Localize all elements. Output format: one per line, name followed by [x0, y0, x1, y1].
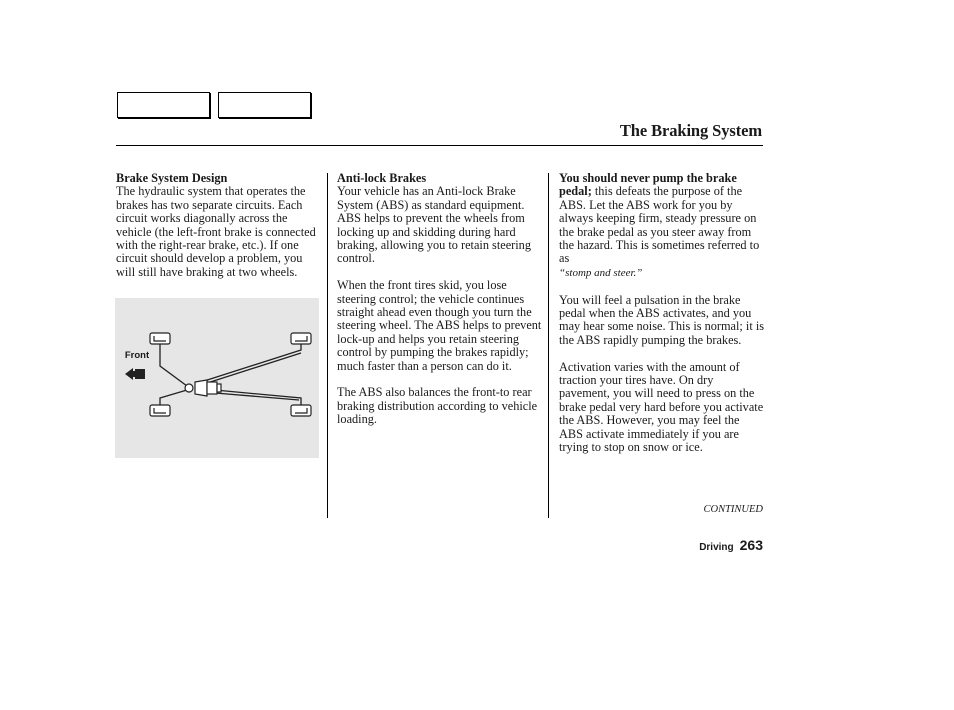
section-heading-brake-system-design: Brake System Design	[116, 171, 228, 185]
abs-usage-paragraph-1: this defeats the purpose of the ABS. Let the ABS work for you by always keeping firm, steady pressure on the brake pedal as you steer away from the hazard. This is sometimes referred to as	[559, 184, 760, 266]
column-anti-lock-brakes	[337, 172, 543, 440]
brake-system-design-text: The hydraulic system that operates the brakes has two separate circuits. Each circuit works diagonally across the vehicle (the left-front brake is connected with the right-rear brake, etc.). If one circuit should develop a problem, you will still have braking at two wheels.	[116, 184, 316, 279]
anti-lock-brakes-paragraph-2: When the front tires skid, you lose steering control; the vehicle continues straight ahead even though you turn the steering wheel. The ABS helps to prevent lock-up and helps you retain steering control by pumping the brakes rapidly; much faster than a person can do it.	[337, 278, 542, 373]
brake-circuit-diagram	[115, 298, 319, 458]
front-left-wheel	[150, 333, 170, 344]
front-label: Front	[124, 350, 150, 361]
rear-right-wheel	[291, 405, 311, 416]
stomp-and-steer-quote: “stomp and steer.”	[559, 266, 643, 279]
brake-circuit-svg	[115, 298, 319, 458]
abs-usage-paragraph-3: Activation varies with the amount of traction your tires have. On dry pavement, you will need to press on the brake pedal very hard before you activate the ABS. However, you may feel the ABS activate immediately if you are trying to stop on snow or ice.	[559, 359, 764, 455]
front-right-wheel	[291, 333, 311, 344]
anti-lock-brakes-paragraph-1: Your vehicle has an Anti-lock Brake System (ABS) as standard equipment. ABS helps to prevent the wheels from locking up and skidding during hard braking, allowing you to retain steering control.	[337, 184, 531, 266]
page-title: The Braking System	[619, 121, 762, 140]
nav-tab-box-2[interactable]	[218, 92, 311, 118]
footer-section-name: Driving	[699, 542, 734, 553]
brake-lines	[160, 344, 301, 405]
master-cylinder	[185, 380, 221, 396]
column-divider-1	[327, 173, 328, 518]
warning-never-pump: You should never pump the brake pedal;	[559, 171, 737, 199]
title-rule	[116, 145, 763, 146]
column-abs-usage	[559, 172, 765, 468]
continued-label: CONTINUED	[703, 504, 763, 515]
column-divider-2	[548, 173, 549, 518]
page-number: 263	[739, 537, 763, 553]
column-brake-system-design	[116, 172, 320, 293]
anti-lock-brakes-paragraph-3: The ABS also balances the front-to rear braking distribution according to vehicle loading.	[337, 385, 538, 427]
abs-usage-paragraph-2: You will feel a pulsation in the brake pedal when the ABS activates, and you may hear some noise. This is normal; it is the ABS rapidly pumping the brakes.	[559, 292, 765, 347]
arrow-left-head	[125, 368, 133, 380]
rear-left-wheel	[150, 405, 170, 416]
section-heading-anti-lock-brakes: Anti-lock Brakes	[337, 171, 427, 185]
page-footer	[699, 537, 763, 555]
arrow-left-shaft	[132, 371, 145, 377]
nav-tab-box-1[interactable]	[117, 92, 210, 118]
